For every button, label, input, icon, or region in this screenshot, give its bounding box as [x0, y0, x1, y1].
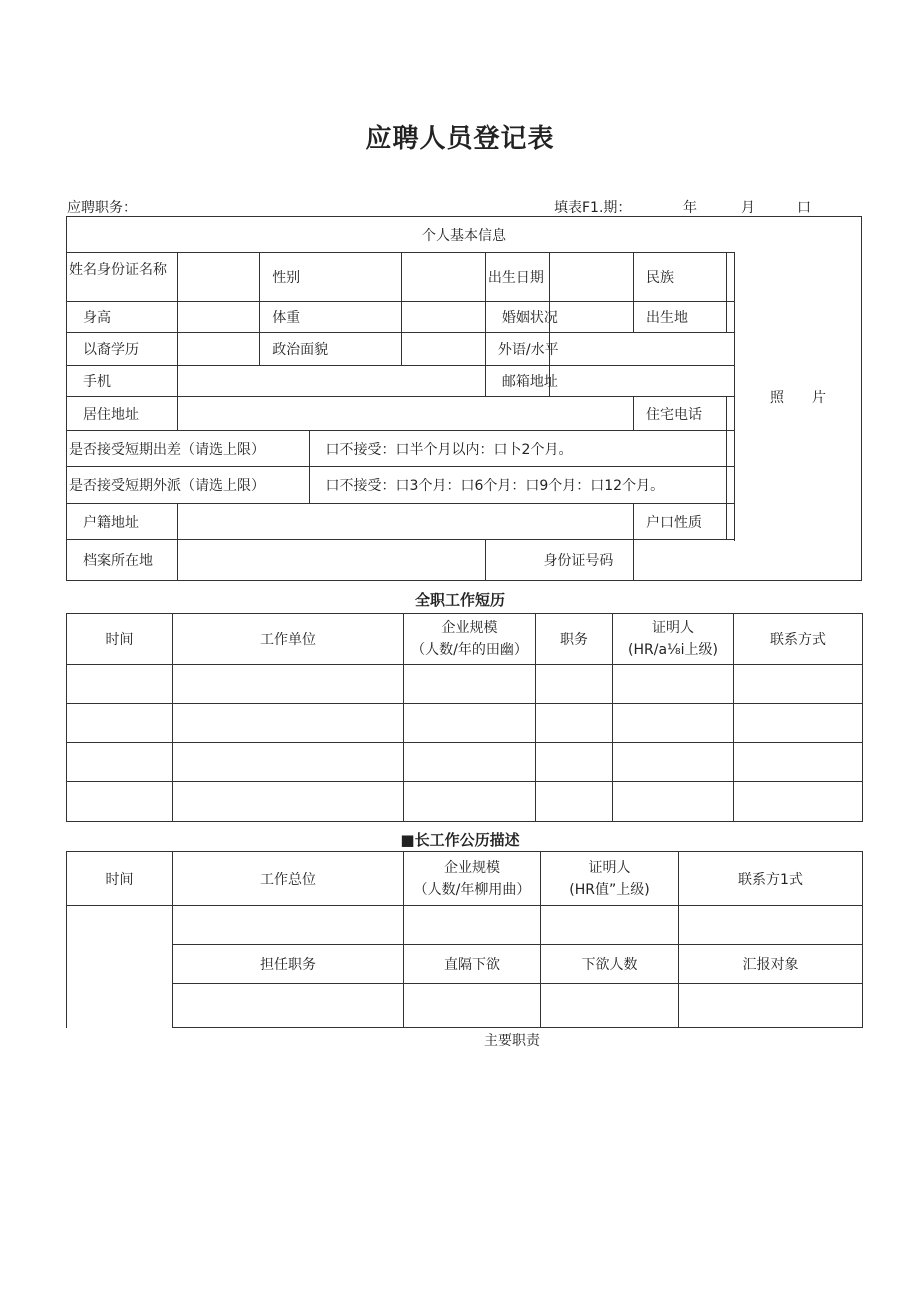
archive-label: 档案所在地 [67, 540, 178, 581]
birth-date-value[interactable] [549, 253, 633, 302]
rc-subordinates-header: 下欲人数 [541, 945, 679, 984]
rc-time-value[interactable] [67, 906, 173, 1028]
education-label: 以裔学历 [67, 333, 178, 366]
table-cell[interactable] [613, 782, 734, 822]
table-cell[interactable] [404, 782, 536, 822]
weight-label: 体重 [260, 302, 402, 333]
table-cell[interactable] [734, 665, 863, 704]
birth-date-label: 出生日期 [485, 253, 549, 302]
rc-ref-line1: 证明人 [588, 859, 631, 876]
dispatch-question: 是否接受短期外派（请选上限） [67, 467, 310, 504]
table-cell[interactable] [536, 743, 613, 782]
height-value[interactable] [178, 302, 260, 333]
rc-scale-line2: （人数/年柳用曲） [413, 881, 531, 898]
home-phone-label: 住宅电话 [633, 397, 726, 431]
hukou-type-label: 户口性质 [633, 504, 726, 540]
email-label: 邮箱地址 [485, 366, 549, 397]
ft-ref-header [613, 614, 734, 665]
rc-scale-value[interactable] [404, 906, 541, 945]
day-label: 口 [797, 200, 811, 216]
archive-value[interactable] [178, 540, 486, 581]
table-cell[interactable] [173, 782, 404, 822]
table-cell[interactable] [734, 782, 863, 822]
rc-contact-header: 联系方1式 [679, 852, 863, 906]
recent-table [66, 851, 863, 1028]
rc-direct-super-value[interactable] [404, 984, 541, 1028]
ft-post-header: 职务 [536, 614, 613, 665]
ft-scale-line1: 企业规模 [441, 620, 498, 636]
table-cell[interactable] [67, 743, 173, 782]
table-row [67, 743, 863, 782]
ft-ref-line1: 证明人 [652, 620, 694, 636]
basic-info-section-title: 个人基本信息 [67, 217, 862, 253]
ft-scale-line2: （人数/年的田幽） [411, 642, 528, 658]
mobile-value[interactable] [178, 366, 486, 397]
rc-scale-header [404, 852, 541, 906]
gender-label: 性别 [260, 253, 402, 302]
table-cell[interactable] [613, 743, 734, 782]
date-label: 填表F1.期： [554, 200, 632, 216]
rc-role-header: 担任职务 [173, 945, 404, 984]
ft-time-header: 时间 [67, 614, 173, 665]
table-cell[interactable] [613, 665, 734, 704]
gender-value[interactable] [401, 253, 485, 302]
ethnicity-label: 民族 [633, 253, 726, 302]
table-cell[interactable] [404, 704, 536, 743]
rc-time-header: 时间 [67, 852, 173, 906]
table-row [67, 704, 863, 743]
table-cell[interactable] [536, 704, 613, 743]
trip-question: 是否接受短期出差（请选上限） [67, 431, 310, 467]
rc-scale-line1: 企业规模 [444, 859, 500, 876]
height-label: 身高 [67, 302, 178, 333]
marital-label: 婚姻状况 [485, 302, 549, 333]
table-cell[interactable] [67, 782, 173, 822]
rc-ref-header [541, 852, 679, 906]
table-cell[interactable] [734, 704, 863, 743]
name-id-label: 姓名身份证名称 [67, 253, 178, 302]
education-value[interactable] [178, 333, 260, 366]
rc-company-header: 工作总位 [173, 852, 404, 906]
rc-report-to-value[interactable] [679, 984, 863, 1028]
political-value[interactable] [401, 333, 485, 366]
ft-company-header: 工作单位 [173, 614, 404, 665]
rc-role-value[interactable] [173, 984, 404, 1028]
fulltime-section-title: 全职工作短历 [414, 591, 505, 609]
table-cell[interactable] [173, 665, 404, 704]
month-label: 月 [741, 200, 755, 216]
trip-options[interactable]: 口不接受：口半个月以内：口卜2个月。 [309, 431, 727, 467]
ft-contact-header: 联系方式 [734, 614, 863, 665]
dispatch-options[interactable]: 口不接受：口3个月：口6个月：口9个月：口12个月。 [309, 467, 727, 504]
table-cell[interactable] [173, 743, 404, 782]
rc-company-value[interactable] [173, 906, 404, 945]
table-cell[interactable] [67, 665, 173, 704]
table-cell[interactable] [734, 743, 863, 782]
page-title: 应聘人员登记表 [365, 124, 555, 154]
position-label: 应聘职务： [67, 200, 137, 216]
id-number-label: 身份证号码 [485, 540, 633, 581]
table-cell[interactable] [173, 704, 404, 743]
hukou-address-value[interactable] [178, 504, 634, 540]
photo-box[interactable] [734, 252, 862, 541]
rc-contact-value[interactable] [679, 906, 863, 945]
id-number-value[interactable] [633, 540, 861, 581]
table-row [67, 782, 863, 822]
hukou-address-label: 户籍地址 [67, 504, 178, 540]
political-label: 政治面貌 [260, 333, 402, 366]
rc-report-to-header: 汇报对象 [679, 945, 863, 984]
marital-value[interactable] [549, 302, 633, 333]
mobile-label: 手机 [67, 366, 178, 397]
address-label: 居住地址 [67, 397, 178, 431]
table-cell[interactable] [536, 665, 613, 704]
rc-ref-line2: (HR值”上级) [569, 881, 650, 898]
rc-direct-super-header: 直隔下欲 [404, 945, 541, 984]
recent-section-title: ■长工作公历描述 [400, 831, 520, 849]
table-cell[interactable] [613, 704, 734, 743]
ft-ref-line2: (HR/a⅛i上级) [628, 642, 718, 658]
table-cell[interactable] [404, 743, 536, 782]
weight-value[interactable] [401, 302, 485, 333]
name-id-value[interactable] [178, 253, 260, 302]
language-label: 外语/水平 [485, 333, 549, 366]
birthplace-label: 出生地 [633, 302, 726, 333]
duties-label: 主要职责 [484, 1033, 540, 1049]
photo-label: 照 片 [770, 390, 826, 406]
rc-subordinates-value[interactable] [541, 984, 679, 1028]
year-label: 年 [683, 200, 697, 216]
table-cell[interactable] [536, 782, 613, 822]
rc-ref-value[interactable] [541, 906, 679, 945]
table-cell[interactable] [404, 665, 536, 704]
fulltime-table [66, 613, 863, 822]
table-row [67, 665, 863, 704]
ft-scale-header [404, 614, 536, 665]
table-cell[interactable] [67, 704, 173, 743]
address-value[interactable] [178, 397, 634, 431]
